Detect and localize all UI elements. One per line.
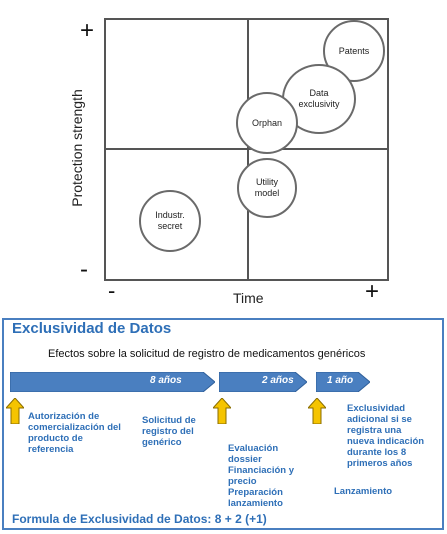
y-axis-high-marker: + bbox=[80, 17, 95, 44]
note-autorizacion: Autorización de comercialización del producto de referencia bbox=[28, 411, 121, 455]
matrix-horizontal-divider bbox=[104, 148, 389, 150]
formula-text: Formula de Exclusividad de Datos: 8 + 2 (+1) bbox=[12, 512, 267, 526]
panel-subtitle: Efectos sobre la solicitud de registro de medicamentos genéricos bbox=[48, 348, 366, 360]
timeline-arrow-2-years-label: 2 años bbox=[262, 375, 294, 386]
bubble-patents-label: Patents bbox=[338, 45, 370, 56]
bubble-industr-secret-label: Industr. secret bbox=[155, 210, 185, 231]
note-exclusividad: Exclusividad adicional si se registra una nueva indicación durante los 8 primeros años bbox=[347, 403, 425, 469]
bubble-data-exclusivity-label: Data exclusivity bbox=[298, 88, 340, 109]
note-solicitud: Solicitud de registro del genérico bbox=[142, 415, 196, 448]
up-arrow-icon bbox=[213, 398, 231, 424]
note-evaluacion: Evaluación dossier Financiación y precio Preparación lanzamiento bbox=[228, 443, 294, 509]
y-axis-label: Protection strength bbox=[69, 89, 85, 207]
bubble-utility-model bbox=[237, 158, 297, 218]
bubble-orphan-label: Orphan bbox=[251, 117, 283, 128]
timeline-arrow-1-year-label: 1 año bbox=[327, 375, 354, 386]
note-lanzamiento: Lanzamiento bbox=[334, 486, 393, 497]
up-arrow-icon bbox=[6, 398, 24, 424]
bubble-industr-secret bbox=[139, 190, 201, 252]
x-axis-label: Time bbox=[233, 290, 264, 306]
panel-title: Exclusividad de Datos bbox=[12, 320, 172, 337]
x-axis-high-marker: + bbox=[365, 278, 380, 305]
up-arrow-icon bbox=[308, 398, 326, 424]
y-axis-low-marker: - bbox=[80, 256, 88, 283]
bubble-utility-model-label: Utility model bbox=[254, 177, 280, 198]
x-axis-low-marker: - bbox=[108, 278, 116, 303]
bubble-orphan bbox=[236, 92, 298, 154]
timeline-arrow-8-years-label: 8 años bbox=[150, 375, 182, 386]
timeline-arrow-8-years bbox=[10, 372, 215, 392]
